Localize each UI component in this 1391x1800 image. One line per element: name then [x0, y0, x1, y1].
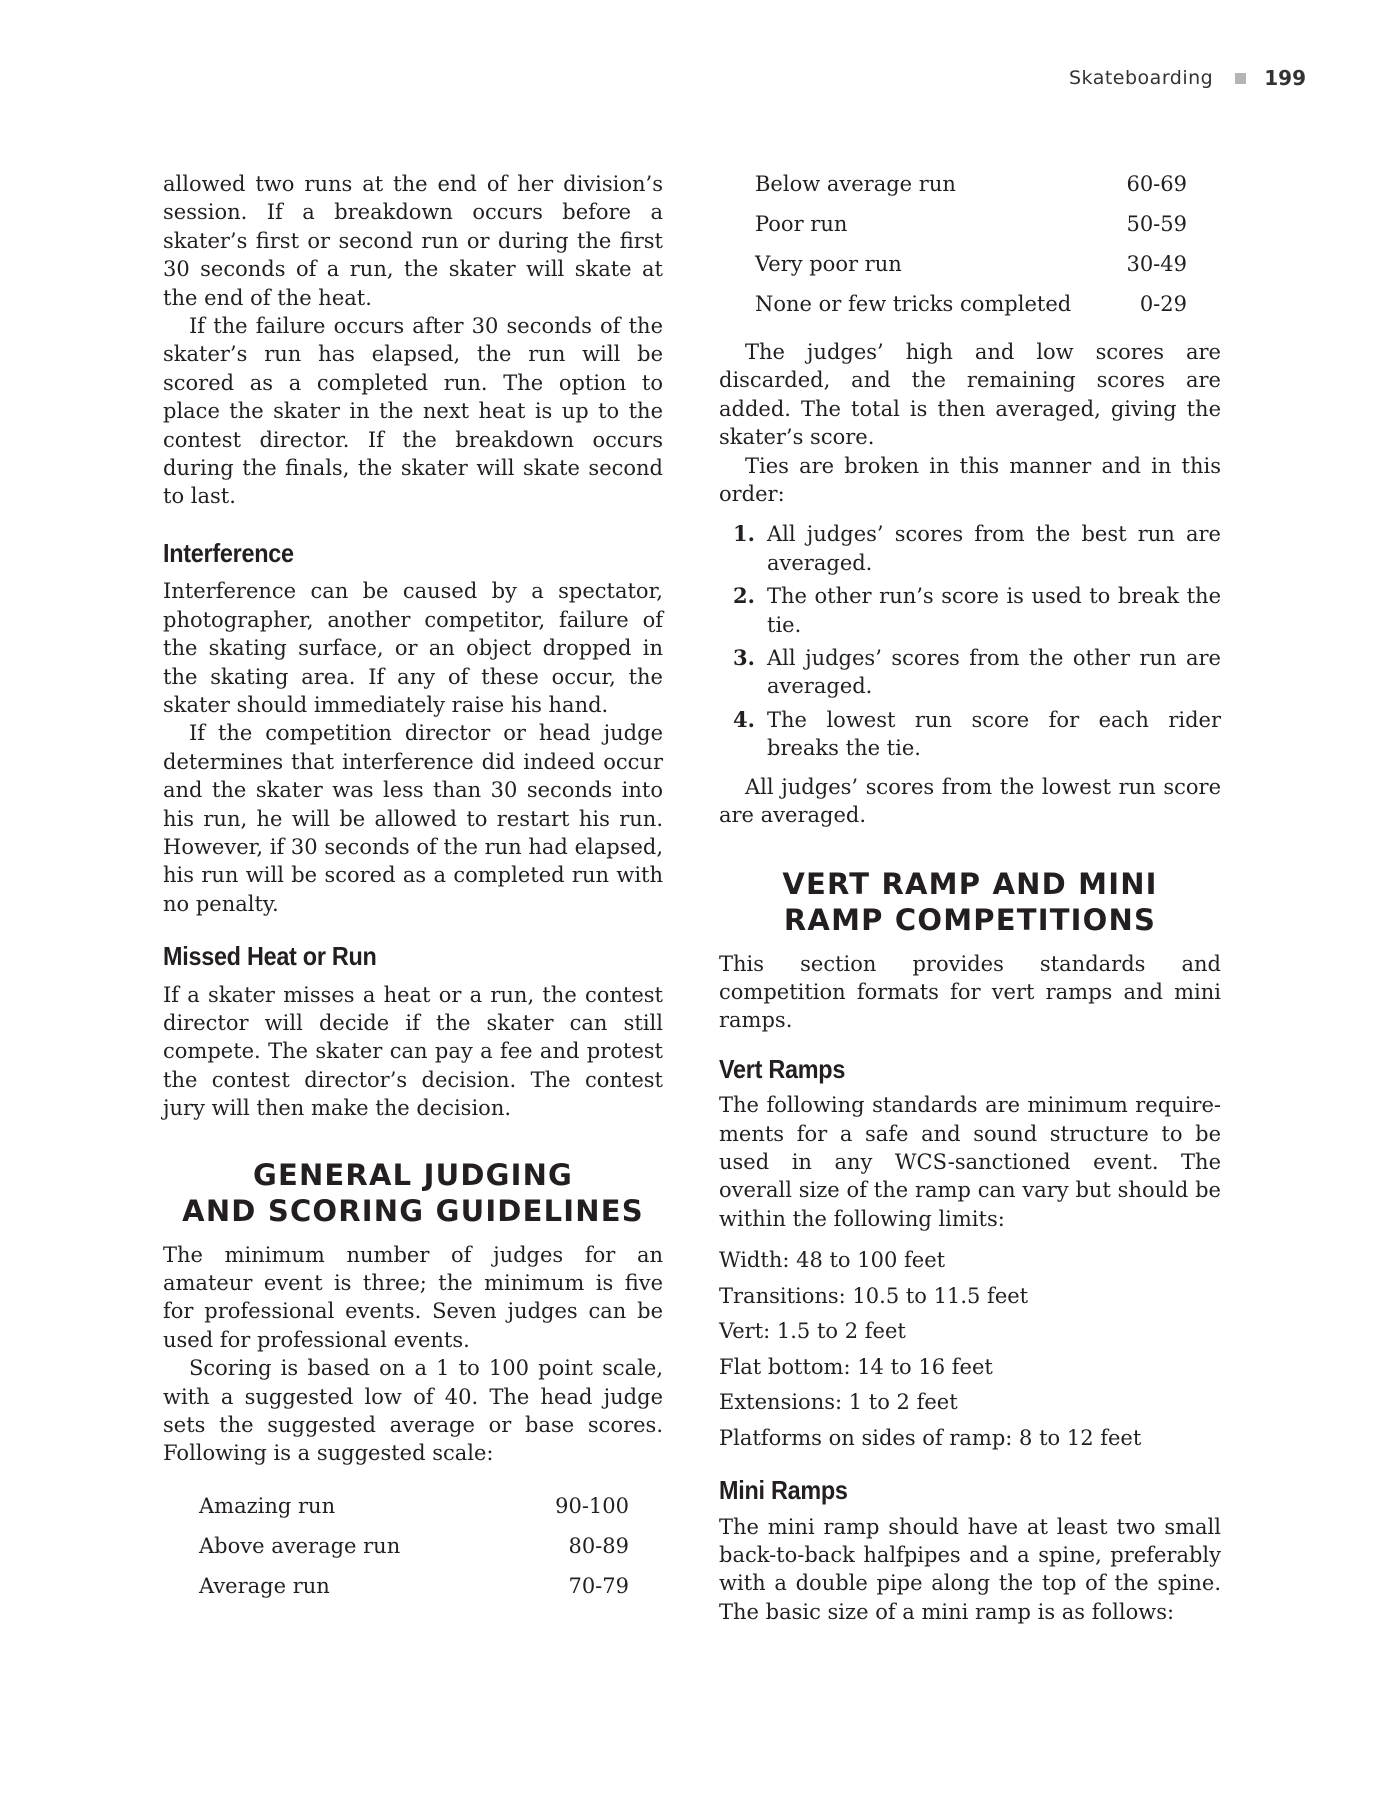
heading-line: GENERAL JUDGING — [252, 1157, 574, 1192]
list-number: 3. — [733, 645, 755, 671]
left-column — [163, 170, 663, 1606]
scale-label: Above average run — [199, 1533, 401, 1558]
interference-heading: Interference — [163, 537, 294, 568]
scale-range: 70-79 — [568, 1573, 629, 1598]
list-text: All judges’ scores from the best run are averaged. — [767, 522, 1221, 575]
paragraph: If the competition director or head judge determines that interference did indeed occur and the skater was less than 30 seconds into his run, he will be allowed to restart his run. However, if 30 seconds of the run had elapsed, his run will be scored as a completed run with no penalty. — [163, 721, 663, 916]
heading-line: RAMP COMPETITIONS — [783, 902, 1157, 937]
table-row — [199, 1526, 629, 1566]
scale-range: 90-100 — [555, 1493, 629, 1518]
list-number: 1. — [733, 521, 755, 547]
spec-item: Platforms on sides of ramp: 8 to 12 feet — [719, 1425, 1142, 1450]
list-item — [719, 582, 1221, 639]
score-scale-table-continued — [755, 164, 1187, 324]
list-text: All judges’ scores from the other run are averaged. — [767, 646, 1221, 699]
paragraph: If the failure occurs after 30 seconds of the skater’s run has elapsed, the run will be scored as a completed run. The option to place the skater in the next heat is up to the contest director. If the breakdown occurs during the finals, the skater will skate second to last. — [163, 314, 663, 509]
vert-ramps-heading: Vert Ramps — [719, 1053, 846, 1084]
paragraph: If a skater misses a heat or a run, the contest director will decide if the skater can still compete. The skater can pay a fee and protest the contest director’s decision. The contest jury will then make the decision. — [163, 982, 663, 1121]
spec-item: Width: 48 to 100 feet — [719, 1248, 946, 1273]
scale-range: 30-49 — [1126, 251, 1187, 276]
paragraph: The minimum number of judges for an amateur event is three; the minimum is five for professional events. Seven judges can be used for professional events. — [163, 1242, 663, 1352]
tiebreak-list — [719, 520, 1221, 762]
scale-label: None or few tricks completed — [755, 291, 1072, 316]
table-row — [755, 284, 1187, 324]
spec-item: Extensions: 1 to 2 feet — [719, 1390, 958, 1415]
list-item — [719, 706, 1221, 763]
table-row — [755, 204, 1187, 244]
section-heading-vert-ramp — [719, 866, 1221, 938]
ramp-spec-list — [719, 1243, 1221, 1456]
scale-label: Poor run — [755, 211, 848, 236]
list-number: 4. — [733, 706, 755, 732]
page-number: 199 — [1264, 66, 1306, 90]
score-scale-table — [199, 1486, 629, 1606]
scale-range: 60-69 — [1126, 171, 1187, 196]
paragraph: The mini ramp should have at least two small back-to-back halfpipes and a spine, preferably with a double pipe along the top of the spine. The basic size of a mini ramp is as follows: — [719, 1514, 1221, 1624]
scale-label: Average run — [199, 1573, 330, 1598]
running-head-section: Skateboarding — [1068, 67, 1214, 89]
scale-range: 50-59 — [1126, 211, 1187, 236]
scale-range: 80-89 — [568, 1533, 629, 1558]
paragraph: This section provides standards and competition formats for vert ramps and mini ramps. — [719, 951, 1221, 1033]
square-bullet-icon — [1235, 73, 1246, 84]
scale-range: 0-29 — [1139, 291, 1187, 316]
spec-item: Transitions: 10.5 to 11.5 feet — [719, 1283, 1029, 1308]
paragraph: Ties are broken in this manner and in this order: — [719, 453, 1221, 507]
spec-item: Vert: 1.5 to 2 feet — [719, 1319, 906, 1344]
heading-line: VERT RAMP AND MINI — [782, 866, 1158, 901]
paragraph: The following standards are minimum requirements for a safe and sound structure to be used in any WCS-sanctioned event. The overall size of the ramp can vary but should be within the following limits: — [719, 1093, 1221, 1231]
scale-label: Below average run — [755, 171, 956, 196]
spec-item: Flat bottom: 14 to 16 feet — [719, 1354, 993, 1379]
list-item — [719, 644, 1221, 701]
paragraph: Interference can be caused by a spectator, photographer, another competitor, failure of the skating surface, or an object dropped in the skating area. If any of these occur, the skater should immediately raise his hand. — [163, 579, 663, 717]
scale-label: Very poor run — [755, 251, 902, 276]
paragraph: allowed two runs at the end of her division’s session. If a breakdown occurs before a skater’s first or second run or during the first 30 seconds of a run, the skater will skate at the end of the heat. — [163, 172, 663, 310]
right-column — [719, 170, 1221, 1626]
missed-heat-heading: Missed Heat or Run — [163, 941, 377, 972]
table-row — [199, 1566, 629, 1606]
list-item — [719, 520, 1221, 577]
table-row — [755, 244, 1187, 284]
table-row — [199, 1486, 629, 1526]
list-number: 2. — [733, 583, 755, 609]
table-row — [755, 164, 1187, 204]
paragraph: The judges’ high and low scores are discarded, and the remaining scores are added. The total is then averaged, giving the skater’s score. — [719, 340, 1221, 450]
paragraph: Scoring is based on a 1 to 100 point scale, with a suggested low of 40. The head judge sets the suggested average or base scores. Following is a suggested scale: — [163, 1356, 663, 1466]
list-text: The other run’s score is used to break the tie. — [767, 584, 1221, 637]
scale-label: Amazing run — [199, 1493, 336, 1518]
heading-line: AND SCORING GUIDELINES — [182, 1193, 644, 1228]
paragraph: All judges’ scores from the lowest run score are averaged. — [719, 774, 1221, 828]
mini-ramps-heading: Mini Ramps — [719, 1475, 848, 1506]
running-head — [1069, 66, 1306, 90]
list-text: The lowest run score for each rider breaks the tie. — [767, 707, 1221, 761]
section-heading-judging — [163, 1157, 663, 1229]
